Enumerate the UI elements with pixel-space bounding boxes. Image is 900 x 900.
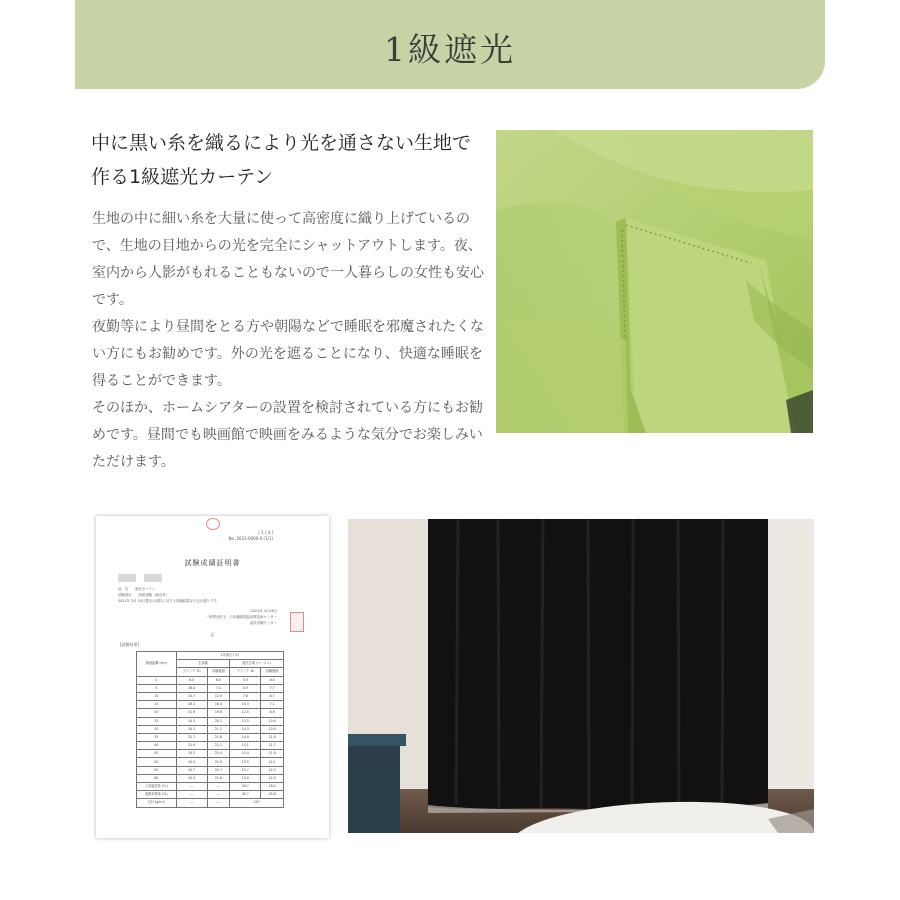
table-cell: 60 xyxy=(137,774,177,782)
certificate-header: [ 1 / 4 ] No. 2021-0000-0 (1/1) xyxy=(228,530,273,541)
table-header: 生試験 xyxy=(176,660,230,668)
table-cell: 34.3 xyxy=(176,774,207,782)
table-cell: 26.7 xyxy=(230,783,261,791)
certificate-issuer: 2021年 3月16日 一般財団法人 日本繊維製品品質技術センター 福井試験センター xyxy=(205,609,277,625)
table-cell: — xyxy=(207,791,230,799)
table-cell: 6.0 xyxy=(176,676,207,684)
table-cell: 247 xyxy=(230,799,284,807)
table-cell: 10 xyxy=(137,692,177,700)
table-cell: 21.8 xyxy=(207,733,230,741)
table-cell: 15.1 xyxy=(230,742,261,750)
table-body xyxy=(137,676,284,807)
green-curtain-photo xyxy=(496,130,813,433)
table-cell: 目付 (g/m²) xyxy=(137,799,177,807)
table-cell: 10.9 xyxy=(261,725,284,733)
table-row xyxy=(137,709,284,717)
table-row xyxy=(137,783,284,791)
table-header: 照射距離 (cm) xyxy=(137,652,177,677)
seal-icon xyxy=(206,518,220,530)
feature-heading xyxy=(91,126,501,194)
section-banner xyxy=(75,0,825,89)
certificate-section: [試験結果] xyxy=(120,642,140,647)
table-cell: 14.3 xyxy=(230,725,261,733)
table-cell: 12.3 xyxy=(261,766,284,774)
table-row xyxy=(137,717,284,725)
table-subheader: ブランク 1h xyxy=(176,668,207,676)
table-cell: 34.7 xyxy=(176,766,207,774)
banner-title: 1級遮光 xyxy=(384,30,516,69)
table-cell: — xyxy=(176,799,207,807)
certificate-ki: 記 xyxy=(210,632,215,637)
table-cell: 7.7 xyxy=(261,684,284,692)
table-row xyxy=(137,701,284,709)
table-row xyxy=(137,799,284,807)
description-paragraph-3: そのほか、ホームシアターの設置を検討されている方にもお勧めです。昼間でも映画館で映画をみるような気分でお楽しみいただけます。 xyxy=(92,400,484,470)
table-cell: — xyxy=(176,783,207,791)
table-row xyxy=(137,733,284,741)
table-cell: — xyxy=(207,799,230,807)
table-row xyxy=(137,766,284,774)
table-cell: 5.9 xyxy=(230,684,261,692)
table-row xyxy=(137,692,284,700)
table-cell: 40 xyxy=(137,742,177,750)
description-paragraph-2: 夜勤等により昼間をとる方や朝陽などで睡眠を邪魔されたくない方にもお勧めです。外の光を遮ることになり、快適な睡眠を得ることができます。 xyxy=(92,319,484,389)
table-subheader: 試験後照 xyxy=(207,668,230,676)
table-cell: 31.9 xyxy=(176,709,207,717)
table-cell: 31.9 xyxy=(176,742,207,750)
table-row xyxy=(137,684,284,692)
table-cell: 16.4 xyxy=(207,701,230,709)
table-row xyxy=(137,758,284,766)
table-cell: 45.8 xyxy=(261,791,284,799)
table-row xyxy=(137,791,284,799)
red-seal-icon xyxy=(290,612,304,632)
table-cell: 34.1 xyxy=(176,725,207,733)
table-cell: 12.5 xyxy=(230,709,261,717)
table-cell: 15 xyxy=(137,701,177,709)
table-cell: 11.7 xyxy=(261,742,284,750)
table-cell: 15.4 xyxy=(230,750,261,758)
table-cell: 45 xyxy=(137,750,177,758)
table-cell: 95.7 xyxy=(230,791,261,799)
table-cell: 8.7 xyxy=(261,692,284,700)
table-cell: 24.7 xyxy=(176,692,207,700)
table-row xyxy=(137,725,284,733)
table-cell: 8.9 xyxy=(261,709,284,717)
table-cell: 30 xyxy=(137,725,177,733)
table-cell: 19.6 xyxy=(207,709,230,717)
table-cell: 15.5 xyxy=(230,758,261,766)
table-cell: 6.4 xyxy=(261,676,284,684)
table-cell: 5.9 xyxy=(230,676,261,684)
table-cell: 28.3 xyxy=(176,701,207,709)
certificate-table xyxy=(136,651,284,808)
table-subheader: 試験後照 xyxy=(261,668,284,676)
table-cell: 34.2 xyxy=(176,750,207,758)
table-cell: 上昇温度差 (℃) xyxy=(137,783,177,791)
table-cell: 10.9 xyxy=(261,717,284,725)
feature-description xyxy=(92,206,492,476)
table-cell: 16.4 xyxy=(176,684,207,692)
table-cell: 20 xyxy=(137,709,177,717)
dark-curtain-photo xyxy=(348,519,814,833)
table-cell: — xyxy=(207,783,230,791)
table-cell: 遮熱効果率 (%) xyxy=(137,791,177,799)
table-row xyxy=(137,676,284,684)
feature-heading-line2: 作る1級遮光カーテン xyxy=(91,166,274,188)
table-cell: 21.2 xyxy=(207,725,230,733)
table-row xyxy=(137,742,284,750)
table-cell: 22.5 xyxy=(207,758,230,766)
redacted-block xyxy=(144,574,162,582)
table-header: 1年風合 (℃) xyxy=(176,652,283,660)
table-header: 遮光生地 (ベージュ) xyxy=(230,660,284,668)
table-cell: 12.1 xyxy=(261,758,284,766)
feature-heading-line1: 中に黒い糸を織るにより光を通さない生地で xyxy=(91,132,472,154)
table-cell: 11.6 xyxy=(261,733,284,741)
table-subheader: ブランク 1h xyxy=(230,668,261,676)
table-cell: 7.8 xyxy=(230,692,261,700)
table-cell: 34.5 xyxy=(176,758,207,766)
table-row xyxy=(137,774,284,782)
table-cell: 6.0 xyxy=(207,676,230,684)
table-cell: 55 xyxy=(137,766,177,774)
table-row xyxy=(137,750,284,758)
certificate-title: 試験成績証明書 xyxy=(184,559,241,567)
table-cell: 25 xyxy=(137,717,177,725)
table-cell: 12.9 xyxy=(207,692,230,700)
table-cell: 7.4 xyxy=(207,684,230,692)
table-cell: 22.7 xyxy=(207,766,230,774)
table-cell: 10.3 xyxy=(230,701,261,709)
table-cell: 20.1 xyxy=(207,717,230,725)
table-cell: 12.4 xyxy=(261,774,284,782)
table-cell: 0 xyxy=(137,676,177,684)
table-cell: 13.5 xyxy=(230,717,261,725)
description-paragraph-1: 生地の中に細い糸を大量に使って高密度に織り上げているので、生地の目地からの光を完全にシャットアウトします。夜、室内から人影がもれることもないので一人暮らしの女性も安心です。 xyxy=(92,211,484,308)
table-cell: — xyxy=(176,791,207,799)
table-cell: 50 xyxy=(137,758,177,766)
certificate-info: 品 名 遮光カーテン 試験項目 照度試験（遮光率） 2021年 3月 10日提出の試料に対する試験結果は下記の通りです。 xyxy=(118,587,220,603)
table-cell: 15.7 xyxy=(230,766,261,774)
table-cell: 15.9 xyxy=(230,774,261,782)
table-cell: 22.4 xyxy=(207,750,230,758)
table-cell: 11.9 xyxy=(261,750,284,758)
table-cell: 14.9 xyxy=(230,733,261,741)
table-cell: 34.3 xyxy=(176,717,207,725)
table-cell: 7.1 xyxy=(261,701,284,709)
table-cell: 16.4 xyxy=(261,783,284,791)
redacted-block xyxy=(118,574,136,582)
test-certificate-document xyxy=(96,516,329,838)
table-cell: 22.6 xyxy=(207,774,230,782)
table-cell: 31.7 xyxy=(176,733,207,741)
table-cell: 35 xyxy=(137,733,177,741)
table-cell: 5 xyxy=(137,684,177,692)
table-cell: 22.1 xyxy=(207,742,230,750)
